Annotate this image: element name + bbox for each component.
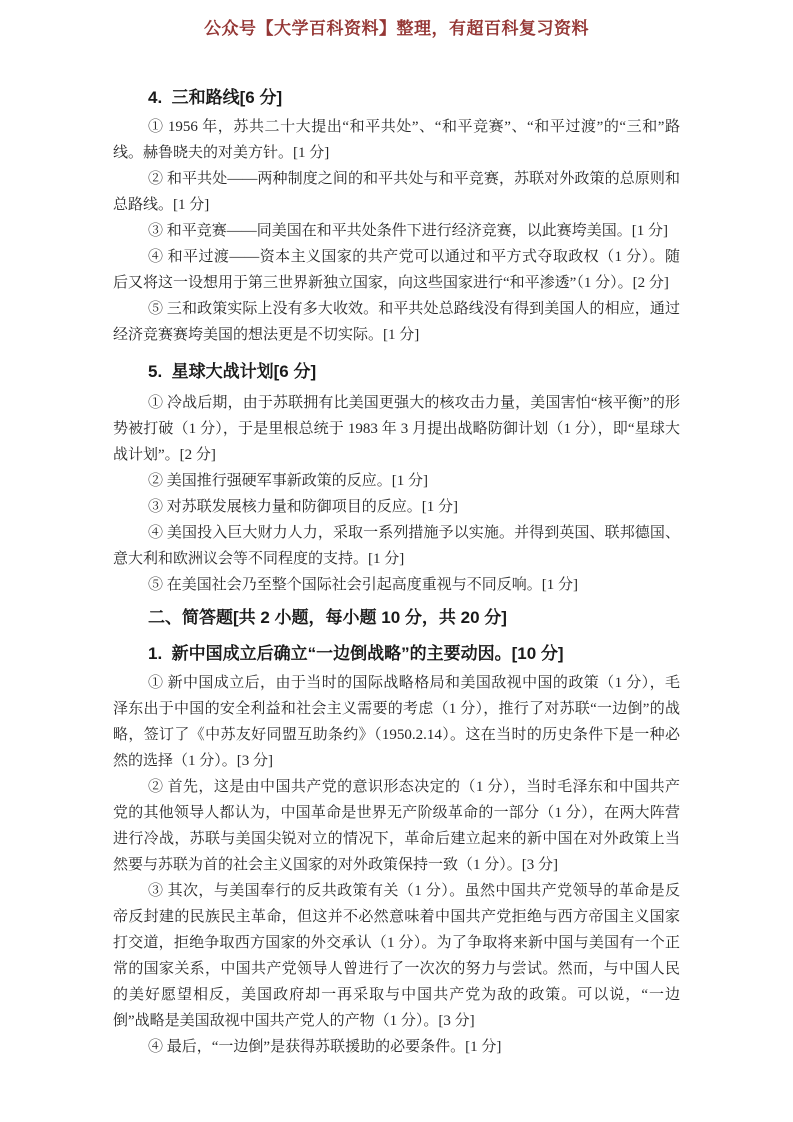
topic-5-paragraph-2: ② 美国推行强硬军事新政策的反应。[1 分] [148,473,428,489]
question-1-paragraph-1: ① 新中国成立后，由于当时的国际战略格局和美国敌视中国的政策（1 分），毛泽东出于中国的安全利益和社会主义需要的考虑（1 分），推行了对苏联“一边倒”的战略，签订了《中苏友好同盟互助条约》（1950.2.14）。这在当时的历史条件下是一种必然的选择（1 分）。[3 分] [113,675,680,769]
section-topic-5 [113,360,680,598]
question-1-heading: 1. 新中国成立后确立“一边倒战略”的主要动因。[10 分] [148,644,564,663]
part-2-heading: 二、简答题[共 2 小题，每小题 10 分，共 20 分] [148,608,507,627]
topic-4-paragraph-1: ① 1956 年，苏共二十大提出“和平共处”、“和平竞赛”、“和平过渡”的“三和”路线。赫鲁晓夫的对美方针。[1 分] [113,119,680,161]
topic-5-paragraph-1: ① 冷战后期，由于苏联拥有比美国更强大的核攻击力量，美国害怕“核平衡”的形势被打破（1 分），于是里根总统于 1983 年 3 月提出战略防御计划（1 分），即“星球大战计划”。[2 分] [113,395,680,463]
topic-4-paragraph-2: ② 和平共处——两种制度之间的和平共处与和平竞赛，苏联对外政策的总原则和总路线。[1 分] [113,171,680,213]
watermark-header: 公众号【大学百科资料】整理，有超百科复习资料 [204,19,589,38]
topic-4-heading: 4. 三和路线[6 分] [148,88,283,107]
section-topic-4 [113,86,680,348]
section-question-1 [113,642,680,1060]
topic-4-paragraph-5: ⑤ 三和政策实际上没有多大收效。和平共处总路线没有得到美国人的相应，通过经济竞赛赛垮美国的想法更是不切实际。[1 分] [113,301,680,343]
topic-4-paragraph-4: ④ 和平过渡——资本主义国家的共产党可以通过和平方式夺取政权（1 分）。随后又将这一设想用于第三世界新独立国家，向这些国家进行“和平渗透”（1 分）。[2 分] [113,249,680,291]
question-1-paragraph-4: ④ 最后，“一边倒”是获得苏联援助的必要条件。[1 分] [148,1039,502,1055]
question-1-paragraph-3: ③ 其次，与美国奉行的反共政策有关（1 分）。虽然中国共产党领导的革命是反帝反封建的民族民主革命，但这并不必然意味着中国共产党拒绝与西方帝国主义国家打交道，拒绝争取西方国家的外交承认（1 分）。为了争取将来新中国与美国有一个正常的国家关系，中国共产党领导人曾进行了一次次的努力与尝试。然而，与中国人民的美好愿望相反，美国政府却一再采取与中国共产党为敌的政策。可以说，“一边倒”战略是美国敌视中国共产党人的产物（1 分）。[3 分] [113,883,680,1029]
topic-5-paragraph-5: ⑤ 在美国社会乃至整个国际社会引起高度重视与不同反响。[1 分] [148,577,578,593]
topic-4-paragraph-3: ③ 和平竞赛——同美国在和平共处条件下进行经济竞赛，以此赛垮美国。[1 分] [148,223,668,239]
topic-5-paragraph-4: ④ 美国投入巨大财力人力，采取一系列措施予以实施。并得到英国、联邦德国、意大利和欧洲议会等不同程度的支持。[1 分] [113,525,680,567]
question-1-paragraph-2: ② 首先，这是由中国共产党的意识形态决定的（1 分），当时毛泽东和中国共产党的其他领导人都认为，中国革命是世界无产阶级革命的一部分（1 分），在两大阵营进行冷战，苏联与美国尖锐对立的情况下，革命后建立起来的新中国在对外政策上当然要与苏联为首的社会主义国家的对外政策保持一致（1 分）。[3 分] [113,779,680,873]
topic-5-paragraph-3: ③ 对苏联发展核力量和防御项目的反应。[1 分] [148,499,458,515]
topic-5-heading: 5. 星球大战计划[6 分] [148,362,317,381]
